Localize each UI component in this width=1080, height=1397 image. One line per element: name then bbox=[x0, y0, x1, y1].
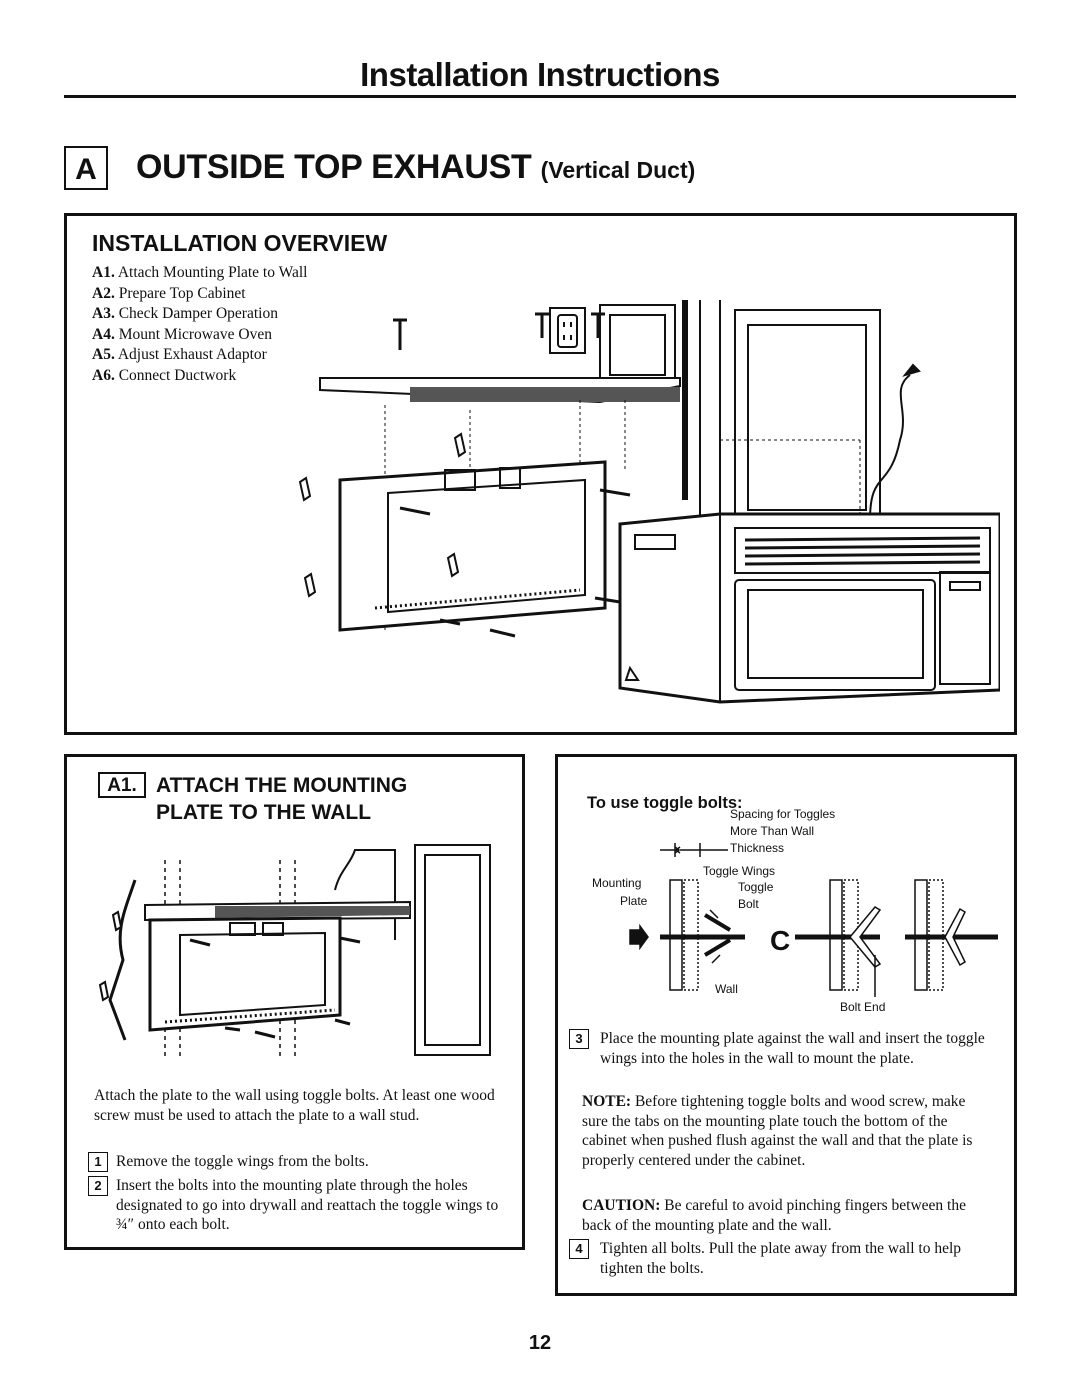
step-number-badge: 4 bbox=[569, 1239, 589, 1259]
label-spacing: More Than Wall bbox=[730, 824, 815, 838]
toggle-caution bbox=[582, 1196, 997, 1235]
section-subtitle: (Vertical Duct) bbox=[540, 157, 696, 183]
label-bolt: Bolt bbox=[738, 897, 759, 911]
label-bolt-end: Bolt End bbox=[840, 1000, 886, 1014]
toggle-wing-icon bbox=[100, 912, 121, 1000]
label-mounting: Mounting bbox=[592, 876, 642, 890]
cabinet-bottom bbox=[320, 378, 680, 402]
mounting-plate bbox=[150, 918, 340, 1030]
a1-heading-line: PLATE TO THE WALL bbox=[156, 801, 372, 824]
step-text: Remove the toggle wings from the bolts. bbox=[116, 1153, 369, 1170]
overview-step-list bbox=[92, 263, 307, 386]
overview-step: A4. Mount Microwave Oven bbox=[92, 325, 272, 343]
wall-edge bbox=[110, 880, 135, 1040]
a1-step-2 bbox=[88, 1176, 508, 1235]
step-number-badge: 2 bbox=[88, 1176, 108, 1196]
step-text: Place the mounting plate against the wall and insert the toggle wings into the holes in the wall to mount the plate. bbox=[600, 1030, 985, 1067]
screw-icon bbox=[393, 314, 605, 350]
a1-step-1 bbox=[88, 1152, 508, 1172]
step-number-badge: 3 bbox=[569, 1029, 589, 1049]
a1-heading bbox=[156, 772, 407, 826]
toggle-step-3-figure bbox=[905, 880, 998, 990]
note-label: NOTE: bbox=[582, 1093, 632, 1110]
caution-label: CAUTION: bbox=[582, 1197, 661, 1214]
toggle-heading: To use toggle bolts: bbox=[587, 794, 743, 812]
label-spacing: Spacing for Toggles bbox=[730, 807, 836, 821]
label-wall: Wall bbox=[715, 982, 738, 996]
toggle-step-3 bbox=[569, 1029, 989, 1068]
section-title-main: OUTSIDE TOP EXHAUST bbox=[136, 148, 532, 186]
overview-step: A3. Check Damper Operation bbox=[92, 305, 278, 322]
a1-illustration bbox=[95, 840, 495, 1065]
overview-illustration bbox=[280, 290, 1000, 710]
section-letter-box: A bbox=[64, 146, 108, 190]
a1-heading-line: ATTACH THE MOUNTING bbox=[156, 774, 408, 797]
a1-intro-text: Attach the plate to the wall using toggle bolts. At least one wood screw must be used to attach the plate to a wall stud. bbox=[94, 1087, 495, 1124]
toggle-note bbox=[582, 1092, 987, 1170]
upper-cabinet bbox=[335, 845, 490, 1055]
label-toggle: Toggle bbox=[738, 880, 774, 894]
step-text: Tighten all bolts. Pull the plate away from the wall to help tighten the bolts. bbox=[600, 1240, 962, 1277]
plug-icon bbox=[905, 365, 919, 375]
svg-text:C: C bbox=[770, 925, 791, 956]
page-title: Installation Instructions bbox=[360, 56, 720, 93]
outlet-icon bbox=[550, 308, 585, 353]
note-text: Before tightening toggle bolts and wood screw, make sure the tabs on the mounting plate touch the bottom of the cabinet when pushed flush against the wall and that the plate is properly centered under the cabinet. bbox=[582, 1093, 973, 1169]
page-number: 12 bbox=[528, 1332, 552, 1354]
overview-step: A2. Prepare Top Cabinet bbox=[92, 284, 246, 302]
toggle-step-2-figure bbox=[795, 880, 880, 997]
caution-text: Be careful to avoid pinching fingers between the back of the mounting plate and the wall. bbox=[582, 1197, 966, 1234]
label-plate: Plate bbox=[620, 894, 648, 908]
overview-step: A6. Connect Ductwork bbox=[92, 366, 237, 384]
microwave-oven bbox=[620, 514, 1000, 702]
step-number-badge: 1 bbox=[88, 1152, 108, 1172]
wall-corner bbox=[685, 300, 720, 520]
label-toggle-wings: Toggle Wings bbox=[703, 864, 776, 878]
overview-step: A5. Adjust Exhaust Adaptor bbox=[92, 346, 267, 363]
section-title bbox=[136, 148, 695, 187]
title-rule bbox=[64, 95, 1016, 98]
overview-step: A1. Attach Mounting Plate to Wall bbox=[92, 264, 308, 281]
toggle-bolt-illustration bbox=[580, 805, 1000, 1020]
overview-heading: INSTALLATION OVERVIEW bbox=[92, 230, 388, 256]
power-cord bbox=[870, 375, 910, 520]
a1-step-tag: A1. bbox=[98, 772, 146, 798]
label-spacing: Thickness bbox=[730, 841, 785, 855]
toggle-step-4 bbox=[569, 1239, 989, 1278]
step-text: Insert the bolts into the mounting plate through the holes designated to go into drywall and reattach the toggle wings to ¾″ onto each bolt. bbox=[116, 1177, 499, 1233]
mounting-plate bbox=[340, 462, 605, 630]
spacing-arrows bbox=[660, 843, 728, 857]
upper-cabinet bbox=[600, 305, 880, 520]
